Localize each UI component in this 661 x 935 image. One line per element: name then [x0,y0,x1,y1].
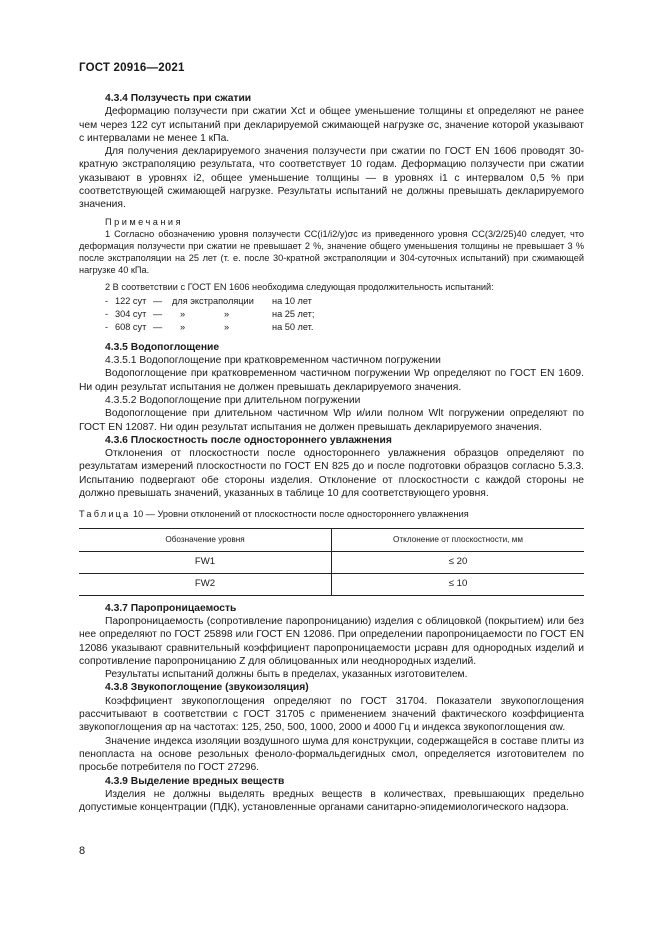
duration-list [79,295,584,335]
section-heading-4-3-9: 4.3.9 Выделение вредных веществ [105,775,285,787]
table-header: Обозначение уровня [79,528,332,551]
subsection-heading: 4.3.5.2 Водопоглощение при длительном погружении [105,394,361,406]
section-heading-4-3-8: 4.3.8 Звукопоглощение (звукоизоляция) [105,682,309,694]
section-heading-4-3-6: 4.3.6 Плоскостность после одностороннего увлажнения [105,434,392,446]
paragraph: Водопоглощение при длительном частичном Wlp и/или полном Wlt погружении определяют по ГОСТ EN 12087. Ни один результат испытания не должен превышать декларируемого значения. [79,408,584,433]
table-row [79,573,584,595]
table-header: Отклонение от плоскостности, мм [332,528,585,551]
section-heading-4-3-7: 4.3.7 Паропроницаемость [105,602,237,614]
subsection-heading: 4.3.5.1 Водопоглощение при кратковременном частичном погружении [105,355,441,367]
note-1: 1 Согласно обозначению уровня ползучести CC(i1/i2/y)σc из приведенного уровня CC(3/2/25)40 следует, что деформация ползучести при сжатии не превышает 2 %, значение общего уменьшения толщины не превышает 3 % после экстраполяции на 25 лет (т. е. после 30-кратной экстраполяции и 304-суточных испытаний) при сжимающей нагрузке 40 кПа. [79,228,584,276]
section-heading-4-3-4: 4.3.4 Ползучесть при сжатии [105,93,252,104]
page-number: 8 [79,845,86,857]
section-heading-4-3-5: 4.3.5 Водопоглощение [105,341,220,353]
paragraph: Паропроницаемость (сопротивление паропроницанию) изделия с облицовкой (покрытием) или без нее определяют по ГОСТ 25898 или ГОСТ EN 12086. При определении паропроницаемости по ГОСТ EN 12086 указывают сравнительный коэффициент паропроницаемости μсравн для однородных изделий и сопротивление паропроницанию Z для облицованных или неоднородных изделий. [79,615,584,667]
table-cell: ≤ 20 [332,551,585,573]
list-item: - 304 сут — » » на 25 лет; [105,309,315,320]
paragraph: Изделия не должны выделять вредных веществ в количествах, превышающих предельно допустимые концентрации (ПДК), установленные органами санитарно-эпидемиологического надзора. [79,788,584,814]
notes-block [79,216,584,293]
table-caption-text: 10 — Уровни отклонений от плоскостности после одностороннего увлажнения [133,509,469,520]
paragraph: Результаты испытаний должны быть в пределах, указанных изготовителем. [105,669,468,681]
table-row [79,551,584,573]
document-header: ГОСТ 20916—2021 [79,62,185,74]
paragraph: Водопоглощение при кратковременном частичном погружении Wp определяют по ГОСТ EN 1609. Ни один результат испытания не должен превышать декларируемого значения. [79,368,584,393]
paragraph: Для получения декларируемого значения ползучести при сжатии по ГОСТ EN 1606 проводят 30-кратную экстраполяцию результата, что соответствует 10 годам. Деформацию ползучести при сжатии указывают в уровнях i2, общее уменьшение толщины — в уровнях i1 с интервалом 0,5 % при соответствующей сжимающей нагрузке. Результаты испытаний не должны превышать декларируемого значения. [79,146,584,211]
table-caption [79,508,584,521]
paragraph: Коэффициент звукопоглощения определяют по ГОСТ 31704. Показатели звукопоглощения рассчитывают в соответствии с ГОСТ 31705 с применением значений фактического коэффициента звукопоглощения αp на частотах: 125, 250, 500, 1000, 2000 и 4000 Гц и индекса звукопоглощения αw. [79,695,584,734]
document-body [79,92,584,814]
note-2: 2 В соответствии с ГОСТ EN 1606 необходима следующая продолжительность испытаний: [105,281,494,292]
paragraph: Деформацию ползучести при сжатии Xct и общее уменьшение толщины εt определяют не ранее чем через 122 сут испытаний при декларируемой сжимающей нагрузке σc, значение которой указывают с интервалами не менее 1 кПа. [79,106,584,144]
table-10 [79,528,584,596]
paragraph: Отклонения от плоскостности после одностороннего увлажнения образцов определяют по результатам измерений плоскостности по ГОСТ EN 825 до и после подготовки образцов согласно 5.3.3. Испытанию подвергают обе стороны изделия. Отклонение от плоскостности с каждой стороны не должно превышать значений, указанных в таблице 10 для соответствующего уровня. [79,448,584,500]
table-cell: FW1 [79,551,332,573]
table-label: Таблица [79,509,131,520]
paragraph: Значение индекса изоляции воздушного шума для конструкции, содержащейся в составе плиты из пенопласта на основе резольных феноло-формальдегидных смол, определяется изготовителем по просьбе потребителя по ГОСТ 27296. [79,735,584,774]
list-item: - 608 сут — » » на 50 лет. [105,322,314,333]
notes-title: Примечания [105,216,184,227]
list-item: - 122 сут — для экстраполяции на 10 лет [105,295,312,306]
table-cell: ≤ 10 [332,573,585,595]
table-cell: FW2 [79,573,332,595]
